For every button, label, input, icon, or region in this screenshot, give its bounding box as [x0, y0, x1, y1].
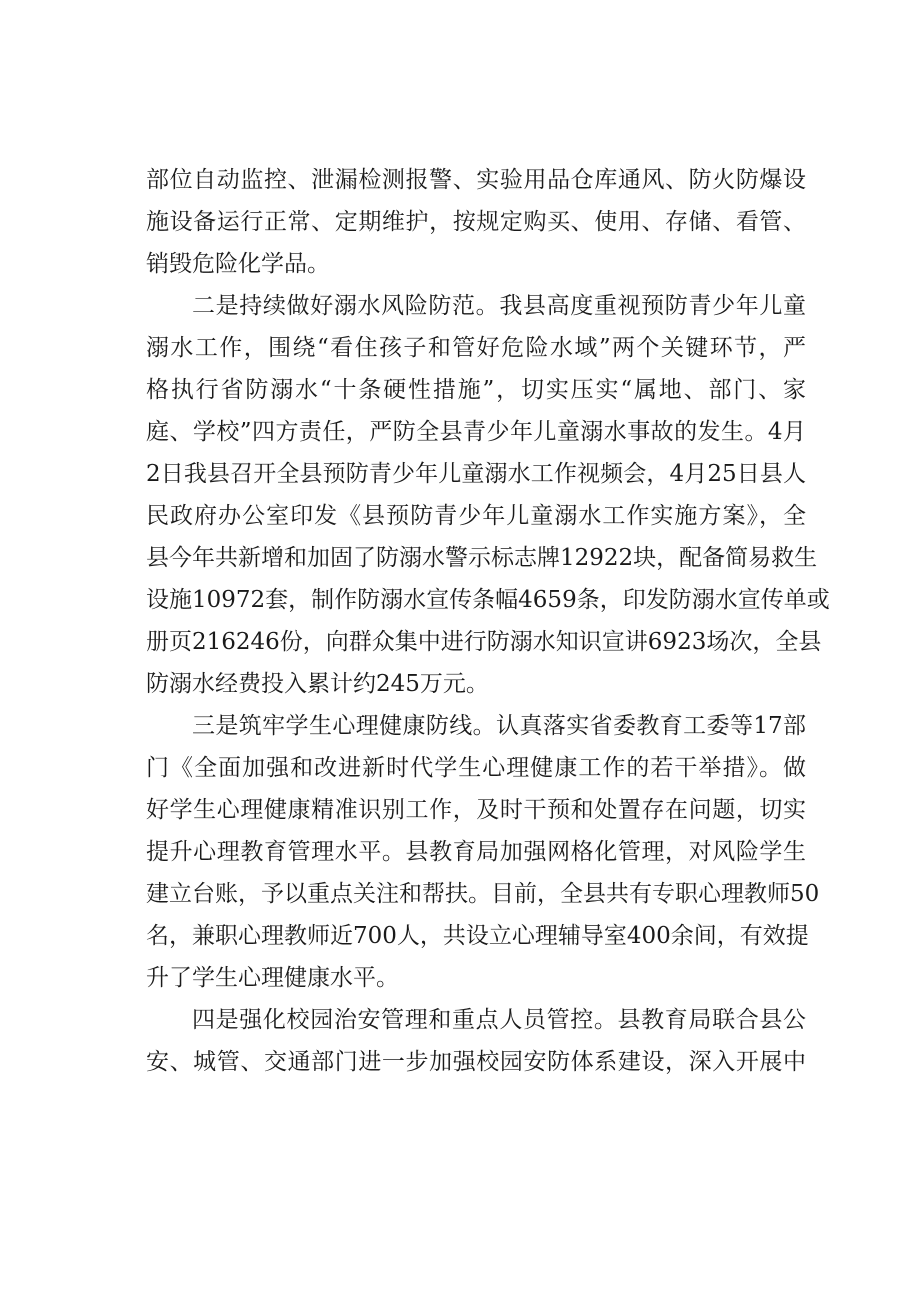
text-line: 四是强化校园治安管理和重点人员管控。县教育局联合县公: [192, 1007, 806, 1033]
text-line: 好学生心理健康精准识别工作，及时干预和处置存在问题，切实: [146, 797, 806, 823]
paragraph-mental-health: [146, 705, 820, 999]
text-line: 三是筑牢学生心理健康防线。认真落实省委教育工委等17部: [192, 713, 806, 739]
text-line: 设施10972套，制作防溺水宣传条幅4659条，印发防溺水宣传单或: [146, 587, 830, 613]
document-body: [146, 159, 830, 1083]
text-line: 民政府办公室印发《县预防青少年儿童溺水工作实施方案》，全: [146, 503, 806, 529]
text-line: 溺水工作，围绕“看住孩子和管好危险水域”两个关键环节，严: [146, 335, 806, 361]
paragraph-drowning-prevention: [146, 285, 830, 705]
text-line: 建立台账，予以重点关注和帮扶。目前，全县共有专职心理教师50: [146, 881, 820, 907]
paragraph-campus-security: [146, 999, 806, 1083]
text-line: 提升心理教育管理水平。县教育局加强网格化管理，对风险学生: [146, 839, 806, 865]
text-line: 二是持续做好溺水风险防范。我县高度重视预防青少年儿童: [192, 293, 806, 319]
text-line: 升了学生心理健康水平。: [146, 965, 399, 991]
text-line: 部位自动监控、泄漏检测报警、实验用品仓库通风、防火防爆设: [146, 167, 806, 193]
text-line: 安、城管、交通部门进一步加强校园安防体系建设，深入开展中: [146, 1049, 806, 1075]
text-line: 门《全面加强和改进新时代学生心理健康工作的若干举措》。做: [146, 755, 806, 781]
text-line: 销毁危险化学品。: [146, 251, 330, 277]
text-line: 名，兼职心理教师近700人，共设立心理辅导室400余间，有效提: [146, 923, 809, 949]
paragraph-lab-safety-continued: [146, 159, 806, 285]
text-line: 庭、学校”四方责任，严防全县青少年儿童溺水事故的发生。4月: [146, 419, 806, 445]
text-line: 防溺水经费投入累计约245万元。: [146, 671, 489, 697]
text-line: 册页216246份，向群众集中进行防溺水知识宣讲6923场次，全县: [146, 629, 822, 655]
text-line: 施设备运行正常、定期维护，按规定购买、使用、存储、看管、: [146, 209, 806, 235]
text-line: 格执行省防溺水“十条硬性措施”，切实压实“属地、部门、家: [146, 377, 806, 403]
text-line: 2日我县召开全县预防青少年儿童溺水工作视频会，4月25日县人: [146, 461, 806, 487]
text-line: 县今年共新增和加固了防溺水警示标志牌12922块，配备简易救生: [146, 545, 818, 571]
